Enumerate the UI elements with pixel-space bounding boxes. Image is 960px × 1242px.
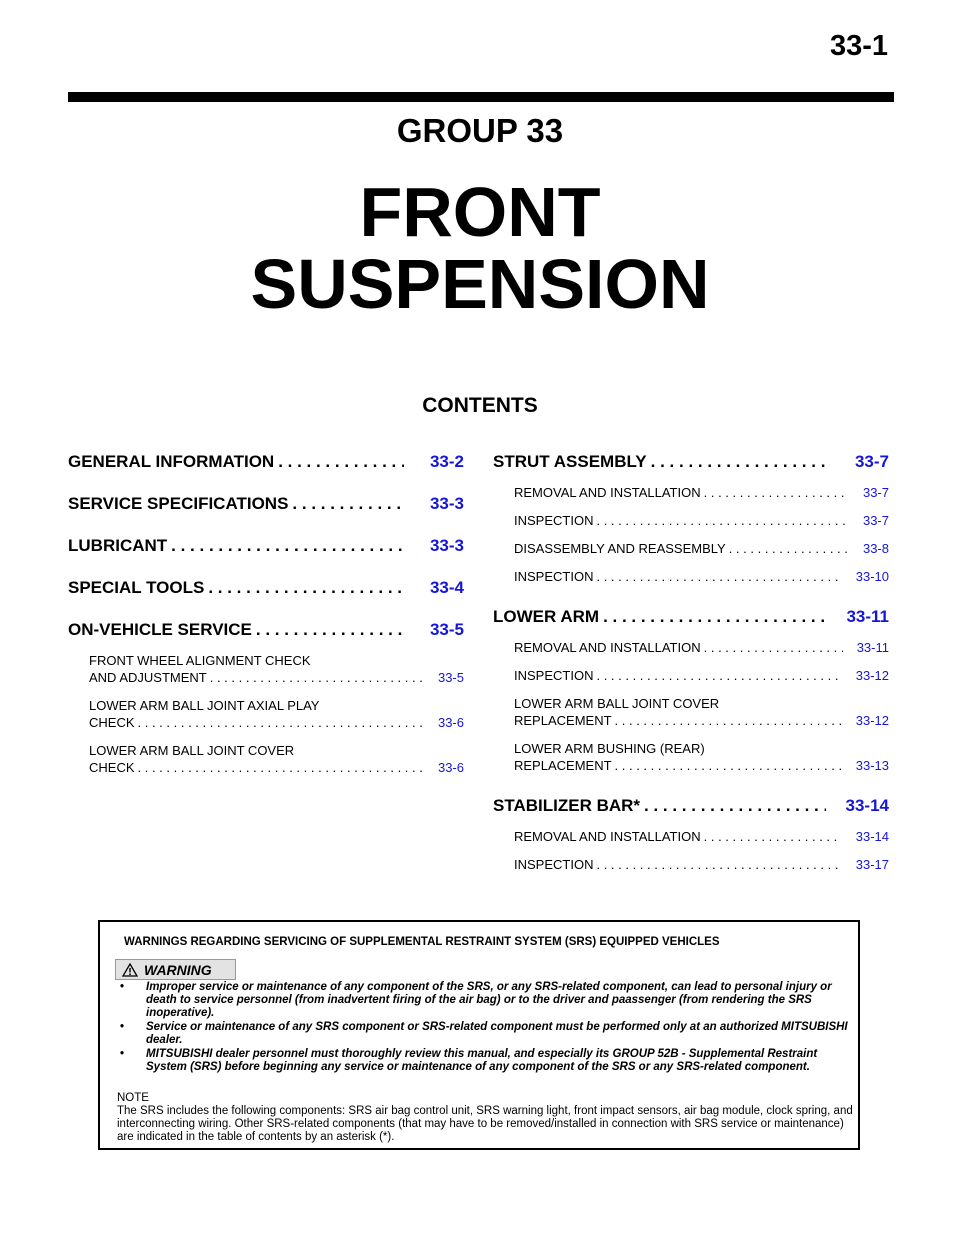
toc-subsection-page-link[interactable]: 33-6 [437, 760, 464, 775]
page-number: 33-1 [829, 30, 888, 62]
toc-section-label: SERVICE SPECIFICATIONS [68, 494, 289, 513]
toc-leader-dots [593, 568, 841, 585]
toc-subsection-label: CHECK [89, 715, 135, 730]
main-title-line1: FRONT [359, 173, 601, 251]
toc-subsection-page-link[interactable]: 33-7 [862, 513, 889, 528]
toc-subsection-entry[interactable] [493, 856, 889, 873]
warning-list [116, 981, 856, 1075]
warning-badge [115, 959, 236, 980]
toc-subsection-label: INSPECTION [514, 569, 594, 584]
toc-subsection-label: REPLACEMENT [514, 713, 612, 728]
toc-leader-dots [593, 667, 841, 684]
toc-section-entry[interactable] [68, 448, 464, 472]
toc-section-page-link[interactable]: 33-14 [845, 796, 889, 815]
warning-item-text: Improper service or maintenance of any component of the SRS, or any SRS-related component, can lead to personal injury or death to service personnel (from inadvertent firing of the air bag) or to the driver and paassenger (from rendering the SRS inoperative). [146, 981, 832, 1019]
toc-section [68, 574, 464, 598]
toc-section-label: LUBRICANT [68, 536, 168, 555]
toc-right-column [493, 448, 889, 891]
toc-leader-dots [204, 578, 404, 598]
toc-subsection-entry[interactable] [493, 512, 889, 529]
main-title-line2: SUSPENSION [250, 245, 710, 323]
toc-subsection-label: INSPECTION [514, 857, 594, 872]
toc-section-entry[interactable] [493, 792, 889, 816]
toc-subsection-label: REMOVAL AND INSTALLATION [514, 485, 701, 500]
warning-item-text: MITSUBISHI dealer personnel must thoroughly review this manual, and especially its GROUP 52B - Supplemental Restraint System (SRS) before beginning any service or maintenance of any component of the SRS or any SRS-related component. [146, 1048, 818, 1073]
toc-section [68, 532, 464, 556]
toc-subsection-label: REMOVAL AND INSTALLATION [514, 640, 701, 655]
toc-section [68, 448, 464, 472]
toc-subsection-label: AND ADJUSTMENT [89, 670, 207, 685]
toc-leader-dots [599, 607, 826, 627]
toc-leader-dots [593, 512, 849, 529]
toc-subsection-entry[interactable] [493, 667, 889, 684]
toc-subsection-list [68, 652, 464, 776]
toc-subsection-entry[interactable] [493, 740, 889, 774]
toc-subsection-entry[interactable] [493, 695, 889, 729]
toc-leader-dots [593, 856, 841, 873]
toc-leader-dots [701, 639, 843, 656]
toc-section [493, 603, 889, 774]
toc-subsection-page-link[interactable]: 33-11 [856, 640, 889, 655]
toc-subsection-entry[interactable] [493, 484, 889, 501]
toc-subsection-list [493, 639, 889, 774]
toc-leader-dots [274, 452, 404, 472]
toc-subsection-label: DISASSEMBLY AND REASSEMBLY [514, 541, 726, 556]
contents-heading: CONTENTS [422, 394, 538, 417]
toc-section-entry[interactable] [68, 532, 464, 556]
bullet: • [120, 1021, 125, 1033]
toc-subsection-entry[interactable] [493, 568, 889, 585]
toc-subsection-page-link[interactable]: 33-13 [855, 758, 889, 773]
warning-item [116, 981, 856, 1020]
group-title: GROUP 33 [396, 112, 564, 149]
toc-subsection-page-link[interactable]: 33-8 [862, 541, 889, 556]
toc-subsection-label: REMOVAL AND INSTALLATION [514, 829, 701, 844]
toc-subsection-label-line1: LOWER ARM BALL JOINT COVER [514, 696, 720, 711]
toc-leader-dots [612, 712, 842, 729]
toc-subsection-page-link[interactable]: 33-10 [855, 569, 889, 584]
toc-leader-dots [640, 796, 826, 816]
toc-subsection-page-link[interactable]: 33-12 [855, 713, 889, 728]
toc-subsection-page-link[interactable]: 33-6 [437, 715, 464, 730]
toc-subsection-entry[interactable] [493, 828, 889, 845]
toc-section [493, 792, 889, 873]
toc-subsection-page-link[interactable]: 33-7 [862, 485, 889, 500]
toc-section-page-link[interactable]: 33-11 [846, 607, 889, 626]
toc-subsection-page-link[interactable]: 33-14 [855, 829, 889, 844]
toc-leader-dots [612, 757, 842, 774]
toc-section [68, 490, 464, 514]
toc-subsection-entry[interactable] [68, 697, 464, 731]
toc-subsection-label: CHECK [89, 760, 135, 775]
note-text: The SRS includes the following components: SRS air bag control unit, SRS warning light, front impact sensors, air bag module, clock spring, and interconnecting wiring. Other SRS-related components (that may have to be removed/installed in connection with SRS service or maintenance) are indicated in the table of contents by an asterisk (*). [117, 1105, 853, 1143]
toc-section-label: SPECIAL TOOLS [68, 578, 205, 597]
toc-section-entry[interactable] [68, 616, 464, 640]
toc-subsection-label-line1: FRONT WHEEL ALIGNMENT CHECK [89, 653, 311, 668]
toc-subsection-page-link[interactable]: 33-5 [437, 670, 464, 685]
header-rule [68, 92, 894, 102]
toc-section-label: STABILIZER BAR* [493, 796, 641, 815]
toc-subsection-list [493, 828, 889, 873]
toc-section-page-link[interactable]: 33-7 [854, 452, 889, 471]
main-title [0, 173, 960, 323]
toc-subsection-label-line1: LOWER ARM BALL JOINT COVER [89, 743, 295, 758]
toc-section-label: STRUT ASSEMBLY [493, 452, 647, 471]
toc-section-label: LOWER ARM [493, 607, 600, 626]
toc-section-page-link[interactable]: 33-3 [429, 494, 464, 513]
toc-section-entry[interactable] [68, 574, 464, 598]
toc-subsection-page-link[interactable]: 33-17 [855, 857, 889, 872]
bullet: • [120, 1048, 125, 1060]
toc-section-entry[interactable] [493, 603, 889, 627]
toc-subsection-entry[interactable] [68, 652, 464, 686]
toc-subsection-list [493, 484, 889, 585]
toc-leader-dots [726, 540, 849, 557]
toc-section-page-link[interactable]: 33-2 [429, 452, 464, 471]
toc-subsection-entry[interactable] [493, 639, 889, 656]
toc-leader-dots [252, 620, 404, 640]
toc-section-page-link[interactable]: 33-5 [429, 620, 464, 639]
toc-subsection-entry[interactable] [68, 742, 464, 776]
toc-leader-dots [207, 669, 424, 686]
toc-subsection-label: INSPECTION [514, 668, 594, 683]
toc-leader-dots [701, 828, 842, 845]
warning-item [116, 1048, 856, 1074]
toc-leader-dots [647, 452, 829, 472]
srs-warning-box [98, 920, 860, 1150]
toc-leader-dots [167, 536, 404, 556]
toc-section-page-link[interactable]: 33-4 [429, 578, 464, 597]
toc-section-page-link[interactable]: 33-3 [429, 536, 464, 555]
toc-section-label: ON-VEHICLE SERVICE [68, 620, 252, 639]
warning-triangle-icon [122, 963, 138, 977]
warning-item [116, 1021, 856, 1047]
toc-subsection-entry[interactable] [493, 540, 889, 557]
warning-heading: WARNINGS REGARDING SERVICING OF SUPPLEMENTAL RESTRAINT SYSTEM (SRS) EQUIPPED VEHICLES [124, 936, 720, 948]
toc-subsection-label: REPLACEMENT [514, 758, 612, 773]
toc-section-label: GENERAL INFORMATION [68, 452, 275, 471]
toc-leader-dots [701, 484, 849, 501]
note-label: NOTE [117, 1092, 149, 1104]
toc-section-entry[interactable] [493, 448, 889, 472]
toc-subsection-page-link[interactable]: 33-12 [855, 668, 889, 683]
toc-section [493, 448, 889, 585]
bullet: • [120, 981, 125, 993]
toc-section [68, 616, 464, 776]
toc-subsection-label-line1: LOWER ARM BUSHING (REAR) [514, 741, 705, 756]
toc-subsection-label-line1: LOWER ARM BALL JOINT AXIAL PLAY [89, 698, 320, 713]
toc-left-column [68, 448, 464, 794]
toc-subsection-label: INSPECTION [514, 513, 594, 528]
warning-badge-label: WARNING [144, 961, 212, 978]
toc-section-entry[interactable] [68, 490, 464, 514]
warning-item-text: Service or maintenance of any SRS component or SRS-related component must be performed only at an authorized MITSUBISHI dealer. [146, 1021, 848, 1046]
toc-leader-dots [288, 494, 404, 514]
toc-leader-dots [135, 714, 424, 731]
toc-leader-dots [135, 759, 424, 776]
